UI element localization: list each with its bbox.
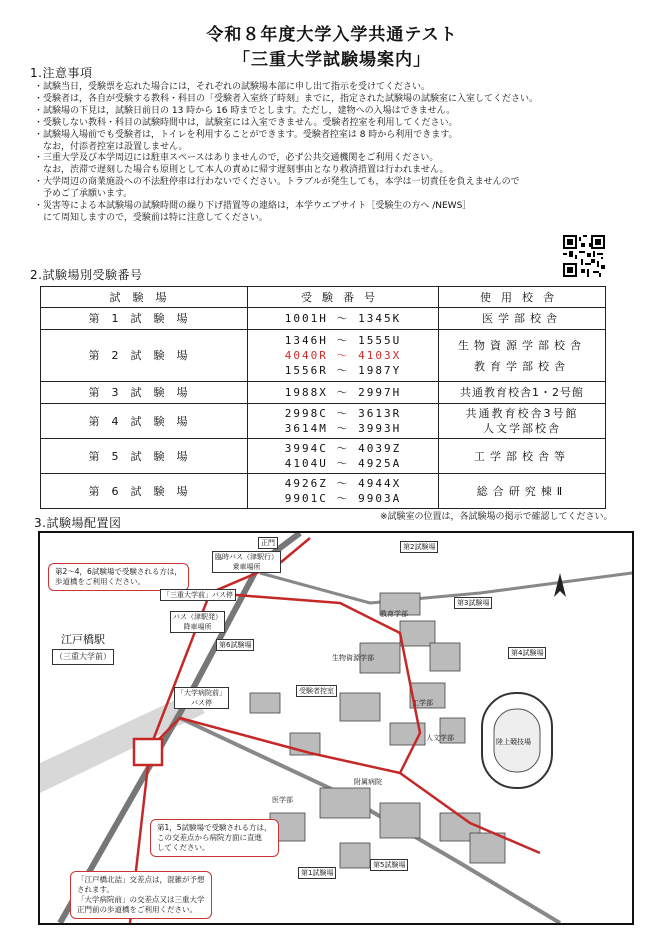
station-marker xyxy=(134,739,162,765)
table-row xyxy=(41,474,606,509)
note-line: 予めご了承願います。 xyxy=(34,189,133,200)
building-line: 教育学部校舎 xyxy=(474,359,570,373)
column-header: 受験番号 xyxy=(248,287,439,308)
note-line: ・災害等による本試験場の試験時間の繰り下げ措置等の連絡は，本学ウエブサイト［受験生の方へ /NEWS］ xyxy=(34,201,472,212)
site-label-4: 第4試験場 xyxy=(508,647,546,659)
building-cell xyxy=(439,330,606,382)
number-range: 9901C ～ 9903A xyxy=(284,492,402,505)
building-label: 医学部 xyxy=(272,796,293,804)
note-line: ・受験者は，各自が受験する教科・科目の「受験者入室終了時刻」までに，指定された試験場の試験室に入室してください。 xyxy=(34,93,539,104)
bus-line: 臨時バス（津駅行） xyxy=(215,553,278,561)
site-label-6: 第6試験場 xyxy=(216,639,254,651)
waiting-room-label: 受験者控室 xyxy=(296,685,337,697)
station-label xyxy=(52,633,114,665)
table-row xyxy=(41,404,606,439)
note-line: ・試験場入場前でも受験者は，トイレを利用することができます。受験者控室は 8 時から利用できます。 xyxy=(34,129,458,140)
building-cell: 工学部校舎等 xyxy=(439,439,606,474)
table-row xyxy=(41,382,606,404)
number-range: 3614M ～ 3993H xyxy=(284,422,402,435)
site-cell: 第5試験場 xyxy=(41,439,248,474)
column-header: 使用校舎 xyxy=(439,287,606,308)
site-cell: 第4試験場 xyxy=(41,404,248,439)
building-label: 教育学部 xyxy=(380,610,408,618)
building-cell: 共通教育校舎1・2号館 xyxy=(439,382,606,404)
building-line: 人文学部校舎 xyxy=(483,422,561,435)
document-title: 令和８年度大学入学共通テスト xyxy=(206,25,458,45)
number-cell: 1988X ～ 2997H xyxy=(248,382,439,404)
building-label: 人文学部 xyxy=(426,734,454,742)
site-label-5: 第5試験場 xyxy=(370,859,408,871)
document-subtitle: 「三重大学試験場案内」 xyxy=(233,50,431,70)
number-range: 1346H ～ 1555U xyxy=(284,334,402,347)
number-range: 4104U ～ 4925A xyxy=(284,457,402,470)
building-label: 生物資源学部 xyxy=(332,654,374,662)
note-line: ・試験場の下見は，試験日前日の 13 時から 16 時までとします。ただし，建物への入場はできません。 xyxy=(34,105,456,116)
callout-line: 第1，5試験場で受験される方は， xyxy=(157,823,272,832)
callout-footbridge xyxy=(48,563,189,591)
callout-line: されます。 xyxy=(77,885,114,894)
callout-congestion xyxy=(70,871,212,919)
building-cell xyxy=(439,404,606,439)
bus-stop-temporary xyxy=(212,551,281,573)
road-north xyxy=(260,573,632,603)
site-label-2: 第2試験場 xyxy=(400,541,438,553)
number-cell xyxy=(248,330,439,382)
building-label: 工学部 xyxy=(412,699,433,707)
bus-stop-arrival xyxy=(170,611,225,633)
north-arrow-icon xyxy=(554,573,566,597)
table-footnote: ※試験室の位置は，各試験場の掲示で確認してください。 xyxy=(380,512,613,522)
callout-line: 「大学病院前」の交差点又は三重大学 xyxy=(77,895,205,904)
number-range-highlighted: 4040R ～ 4103X xyxy=(284,349,402,362)
table-row xyxy=(41,330,606,382)
number-range: 2998C ～ 3613R xyxy=(284,407,402,420)
building-cell: 医学部校舎 xyxy=(439,308,606,330)
callout-line: 第2～4，6試験場で受験される方は， xyxy=(55,567,182,576)
bus-stop-hospital xyxy=(174,687,229,709)
table-header-row xyxy=(41,287,606,308)
note-line: ・試験当日，受験票を忘れた場合には，それぞれの試験場本部に申し出て指示を受けてください。 xyxy=(34,82,431,92)
site-cell: 第1試験場 xyxy=(41,308,248,330)
callout-line: してください。 xyxy=(157,843,210,852)
bus-line: バス停 xyxy=(191,699,212,707)
callout-line: 「江戸橋北詰」交差点は，混雑が予想 xyxy=(77,875,205,884)
number-cell xyxy=(248,474,439,509)
number-cell xyxy=(248,404,439,439)
site-cell: 第2試験場 xyxy=(41,330,248,382)
stadium-label: 陸上競技場 xyxy=(496,738,531,746)
bus-line: 乗車場所 xyxy=(232,563,261,571)
number-range: 1556R ～ 1987Y xyxy=(284,364,402,377)
campus-buildings xyxy=(250,593,505,868)
bus-line: バス（津駅発） xyxy=(173,613,222,621)
callout-line: 正門前の歩道橋をご利用ください。 xyxy=(77,905,197,914)
number-cell: 1001H ～ 1345K xyxy=(248,308,439,330)
bus-line: 「大学病院前」 xyxy=(177,689,226,697)
building-line: 共通教育校舎3号館 xyxy=(465,407,579,420)
campus-map xyxy=(38,531,634,925)
note-line: なお，渋滞で遅刻した場合も原則として本人の責めに帰す遅刻事由となり救済措置は行われません。 xyxy=(34,165,449,176)
main-gate-label: 正門 xyxy=(258,537,278,549)
number-range: 3994C ～ 4039Z xyxy=(284,442,402,455)
note-line: にて周知しますので，受験前は特に注意してください。 xyxy=(34,212,268,223)
note-line: ・三重大学及び本学周辺には駐車スペースはありませんので，必ず公共交通機関をご利用ください。 xyxy=(34,153,439,164)
station-subname: （三重大学前） xyxy=(52,649,114,665)
station-name: 江戸橋駅 xyxy=(61,633,105,646)
exam-site-table xyxy=(40,286,606,509)
note-line: ・大学周辺の商業施設への不法駐停車は行わないでください。トラブルが発生しても，本学は一切責任を負えませんので xyxy=(34,177,520,188)
section-heading-notes: 1.注意事項 xyxy=(30,66,93,80)
table-row xyxy=(41,308,606,330)
site-label-1: 第1試験場 xyxy=(298,867,336,879)
section-heading-map: 3.試験場配置図 xyxy=(34,516,122,530)
callout-intersection xyxy=(150,819,279,857)
site-cell: 第6試験場 xyxy=(41,474,248,509)
bus-stop-label: 「三重大学前」バス停 xyxy=(160,589,236,601)
table-row xyxy=(41,439,606,474)
column-header: 試験場 xyxy=(41,287,248,308)
callout-line: この交差点から病院方面に直進 xyxy=(157,833,262,842)
number-cell xyxy=(248,439,439,474)
bus-line: 降車場所 xyxy=(183,623,212,631)
building-cell: 総合研究棟Ⅱ xyxy=(439,474,606,509)
note-line: なお，付添者控室は設置しません。 xyxy=(34,141,188,152)
callout-line: 歩道橋をご利用ください。 xyxy=(55,577,145,586)
map-drawing xyxy=(40,533,632,923)
section-heading-exam-numbers: 2.試験場別受験番号 xyxy=(30,268,143,282)
building-label: 附属病院 xyxy=(354,778,382,786)
number-range: 4926Z ～ 4944X xyxy=(284,477,402,490)
site-cell: 第3試験場 xyxy=(41,382,248,404)
note-line: ・受験しない教科・科目の試験時間中は，試験室には入室できません。受験者控室を利用してください。 xyxy=(34,117,458,128)
building-line: 生物資源学部校舎 xyxy=(458,338,586,352)
route-line xyxy=(150,718,400,773)
site-label-3: 第3試験場 xyxy=(454,597,492,609)
notes-list xyxy=(34,82,634,225)
qr-code-icon[interactable] xyxy=(563,235,605,277)
